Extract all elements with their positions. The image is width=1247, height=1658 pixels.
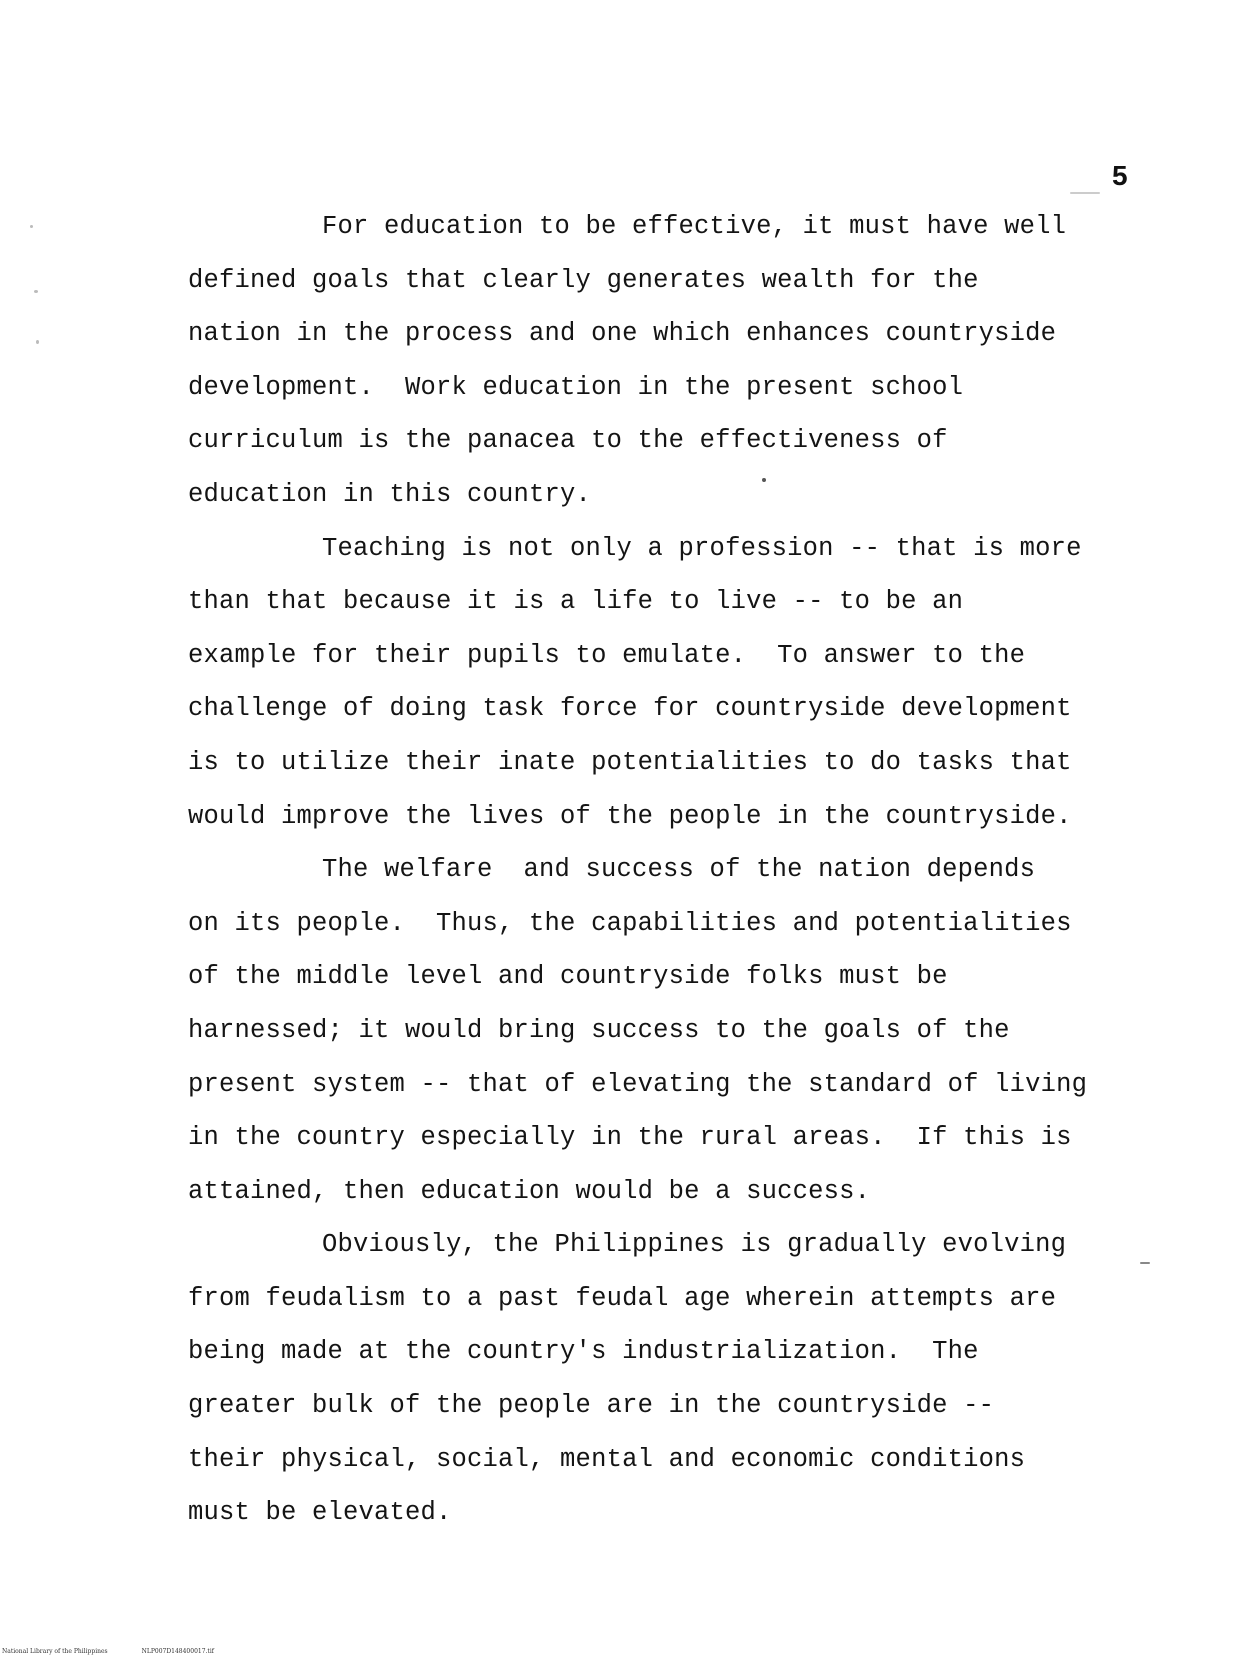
text-line: attained, then education would be a success. xyxy=(188,1176,871,1206)
text-line: greater bulk of the people are in the countryside -- xyxy=(188,1391,995,1421)
text-line: curriculum is the panacea to the effectiveness of xyxy=(188,426,948,456)
text-line: on its people. Thus, the capabilities and potentialities xyxy=(188,908,1072,938)
text-line: in the country especially in the rural areas. If this is xyxy=(188,1123,1072,1153)
scan-speck xyxy=(1140,1262,1150,1264)
footer-filename: NLP007D148400017.tif xyxy=(141,1648,214,1655)
text-line: nation in the process and one which enhances countryside xyxy=(188,319,1057,349)
scan-speck xyxy=(762,478,766,482)
page-number: 5 xyxy=(1112,160,1128,191)
text-line: is to utilize their inate potentialities to do tasks that xyxy=(188,747,1072,777)
text-line: would improve the lives of the people in the countryside. xyxy=(188,801,1072,831)
text-line: example for their pupils to emulate. To answer to the xyxy=(188,640,1026,670)
text-line: For education to be effective, it must have well xyxy=(322,212,1067,241)
scan-footer xyxy=(2,1648,214,1655)
scan-speck xyxy=(30,225,33,228)
text-line: Teaching is not only a profession -- that is more xyxy=(322,533,1082,563)
text-line: present system -- that of elevating the standard of living xyxy=(188,1069,1088,1099)
text-line: being made at the country's industrialization. The xyxy=(188,1337,979,1367)
text-line: development. Work education in the present school xyxy=(188,372,964,402)
text-line: must be elevated. xyxy=(188,1498,452,1528)
text-line: challenge of doing task force for countryside development xyxy=(188,694,1072,724)
text-line: education in this country. xyxy=(188,479,592,509)
text-line: The welfare and success of the nation depends xyxy=(322,855,1036,885)
text-line: Obviously, the Philippines is gradually evolving xyxy=(322,1230,1067,1260)
text-line: defined goals that clearly generates wealth for the xyxy=(188,265,979,295)
text-line: harnessed; it would bring success to the goals of the xyxy=(188,1015,1010,1045)
body-text xyxy=(188,200,1128,1540)
text-line: than that because it is a life to live -- to be an xyxy=(188,587,964,617)
scan-speck xyxy=(36,340,39,344)
text-line: their physical, social, mental and economic conditions xyxy=(188,1444,1026,1474)
footer-library: National Library of the Philippines xyxy=(2,1648,108,1655)
scan-speck xyxy=(1070,192,1100,194)
text-line: of the middle level and countryside folks must be xyxy=(188,962,948,992)
text-line: from feudalism to a past feudal age wherein attempts are xyxy=(188,1283,1057,1313)
scan-speck xyxy=(34,290,38,293)
